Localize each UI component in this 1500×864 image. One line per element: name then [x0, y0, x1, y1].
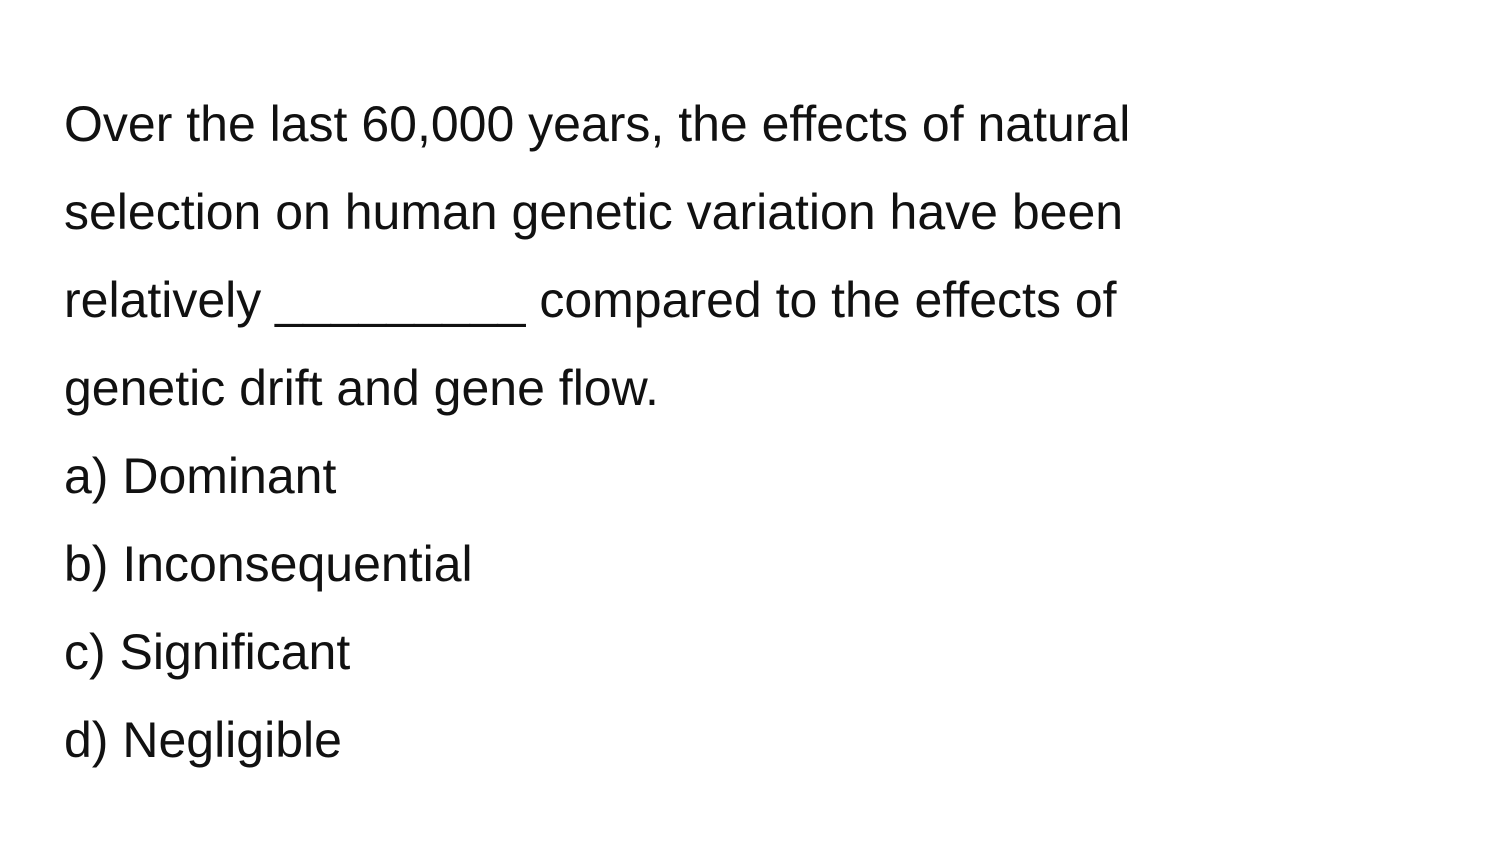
- question-line-2: selection on human genetic variation have been: [64, 184, 1124, 240]
- option-d[interactable]: d) Negligible: [64, 712, 342, 768]
- option-a[interactable]: a) Dominant: [64, 448, 337, 504]
- question-line-3: relatively _________ compared to the effects of: [64, 272, 1117, 328]
- option-b[interactable]: b) Inconsequential: [64, 536, 473, 592]
- option-c[interactable]: c) Significant: [64, 624, 351, 680]
- answer-options: [64, 432, 1500, 784]
- question-line-1: Over the last 60,000 years, the effects of natural: [64, 96, 1131, 152]
- question-text: [64, 80, 1500, 432]
- question-line-4: genetic drift and gene flow.: [64, 360, 659, 416]
